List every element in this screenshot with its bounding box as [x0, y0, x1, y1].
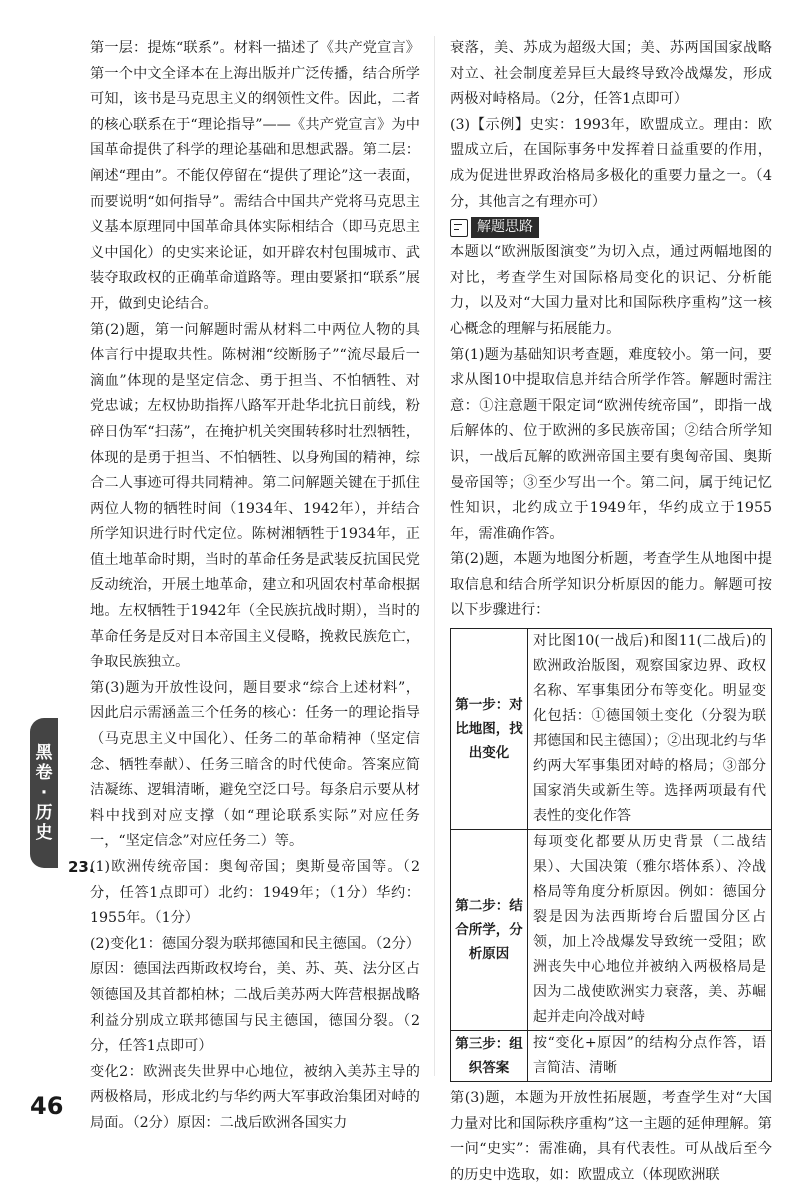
answer-part-3: 变化2：欧洲丧失世界中心地位，被纳入美苏主导的两极格局，形成北约与华约两大军事政治集团对峙的局面。（2分）原因：二战后欧洲各国实力 — [90, 1063, 420, 1131]
step-body: 每项变化都要从历史背景（二战结果）、大国决策（雅尔塔体系）、冷战格局等角度分析原因。例如：德国分裂是因为法西斯垮台后盟国分区占领，加上冷战爆发导致统一受阻；欧洲丧失中心地位并被纳入两极格局是因为二战使欧洲实力衰落，美、苏崛起并走向冷战对峙 — [528, 830, 772, 1031]
answer-part-2: (2)变化1：德国分裂为联邦德国和民主德国。（2分）原因：德国法西斯政权垮台，美、苏、英、法分区占领德国及其首都柏林；二战后美苏两大阵营根据战略利益分别成立联邦德国与民主德国，德国分裂。（2分，任答1点即可） — [90, 935, 420, 1055]
right-paragraph-5: 第(2)题，本题为地图分析题，考查学生从地图中提取信息和结合所学知识分析原因的能力。解题可按以下步骤进行： — [450, 551, 772, 619]
step-title: 第一步：对比地图，找出变化 — [451, 629, 528, 830]
left-paragraph-2: 第(2)题，第一问解题时需从材料二中两位人物的具体言行中提取共性。陈树湘“绞断肠子”“流尽最后一滴血”体现的是坚定信念、勇于担当、不怕牺牲、对党忠诚；左权协助指挥八路军开赴华北抗日前线，粉碎日伪军“扫荡”，在掩护机关突围转移时壮烈牺牲，体现的是勇于担当、不怕牺牲、以身殉国的精神，综合二人事迹可得共同精神。第二问解题关键在于抓住两位人物的牺牲时间（1934年、1942年），并结合所学知识进行时代定位。陈树湘牺牲于1934年，正值土地革命时期，当时的革命任务是武装反抗国民党反动统治，开展土地革命，建立和巩固农村革命根据地。左权牺牲于1942年（全民族抗战时期），当时的革命任务是反对日本帝国主义侵略，挽救民族危亡，争取民族独立。 — [90, 321, 420, 671]
steps-table — [450, 628, 772, 1082]
answer-part-1: (1)欧洲传统帝国：奥匈帝国；奥斯曼帝国等。（2分，任答1点即可）北约：1949年；（1分）华约：1955年。（1分） — [90, 859, 420, 927]
step-body: 按“变化+原因”的结构分点作答，语言简洁、清晰 — [528, 1031, 772, 1082]
right-paragraph-4: 第(1)题为基础知识考查题，难度较小。第一问，要求从图10中提取信息并结合所学作答。解题时需注意：①注意题干限定词“欧洲传统帝国”，即指一战后解体的、位于欧洲的多民族帝国；②结合所学知识，一战后瓦解的欧洲帝国主要有奥匈帝国、奥斯曼帝国等；③至少写出一个。第二问，属于纯记忆性知识，北约成立于1949年，华约成立于1955年，需准确作答。 — [450, 346, 772, 542]
question-number: 23. — [68, 858, 95, 876]
right-column — [450, 36, 772, 1188]
left-column — [68, 36, 420, 1137]
left-paragraph-3: 第(3)题为开放性设问，题目要求“综合上述材料”，因此启示需涵盖三个任务的核心：任务一的理论指导（马克思主义中国化）、任务二的革命精神（坚定信念、牺牲奉献）、任务三暗含的时代使命。答案应简洁凝练、逻辑清晰，避免空泛口号。每条启示要从材料中找到对应支撑（如“理论联系实际”对应任务一，“坚定信念”对应任务二）等。 — [90, 679, 420, 850]
step-body: 对比图10(一战后)和图11(二战后)的欧洲政治版图，观察国家边界、政权名称、军事集团分布等变化。明显变化包括：①德国领土变化（分裂为联邦德国和民主德国）；②出现北约与华约两大军事集团对峙的格局；③部分国家消失或新生等。选择两项最有代表性的变化作答 — [528, 629, 772, 830]
notepad-icon — [450, 219, 468, 237]
table-row — [451, 830, 772, 1031]
side-tab-char: 黑 — [35, 743, 53, 763]
table-row — [451, 629, 772, 830]
side-tab-char: 历 — [35, 803, 53, 823]
side-tab-char: 卷 — [35, 763, 53, 783]
step-title: 第二步：结合所学，分析原因 — [451, 830, 528, 1031]
right-paragraph-6: 第(3)题，本题为开放性拓展题，考查学生对“大国力量对比和国际秩序重构”这一主题的延伸理解。第一问“史实”：需准确，具有代表性。可从战后至今的历史中选取，如：欧盟成立（体现欧洲联 — [450, 1090, 772, 1183]
step-title: 第三步：组织答案 — [451, 1031, 528, 1082]
left-paragraph-1: 第一层：提炼“联系”。材料一描述了《共产党宣言》第一个中文全译本在上海出版并广泛传播，结合所学可知，该书是马克思主义的纲领性文件。因此，二者的核心联系在于“理论指导”——《共产党宣言》为中国革命提供了科学的理论基础和思想武器。第二层：阐述“理由”。不能仅停留在“提供了理论”这一表面，而要说明“如何指导”。需结合中国共产党将马克思主义基本原理同中国革命具体实际相结合（即马克思主义中国化）的史实来论证，如开辟农村包围城市、武装夺取政权的正确革命道路等。理由要紧扣“联系”展开，做到史论结合。 — [90, 40, 420, 312]
question-23-answer — [68, 855, 420, 1137]
right-paragraph-1: 衰落，美、苏成为超级大国；美、苏两国国家战略对立、社会制度差异巨大最终导致冷战爆发，形成两极对峙格局。（2分，任答1点即可） — [450, 40, 772, 108]
table-row — [451, 1031, 772, 1082]
right-paragraph-3: 本题以“欧洲版图演变”为切入点，通过两幅地图的对比，考查学生对国际格局变化的识记、分析能力，以及对“大国力量对比和国际秩序重构”这一核心概念的理解与拓展能力。 — [450, 244, 772, 337]
solution-heading-label: 解题思路 — [471, 217, 539, 238]
side-tab-char: · — [40, 783, 48, 803]
side-tab — [30, 718, 58, 868]
solution-heading — [450, 217, 772, 238]
column-divider — [434, 36, 435, 1076]
side-tab-char: 史 — [35, 823, 53, 843]
right-paragraph-2: (3)【示例】史实：1993年，欧盟成立。理由：欧盟成立后，在国际事务中发挥着日益重要的作用，成为促进世界政治格局多极化的重要力量之一。（4分，其他言之有理亦可） — [450, 116, 772, 210]
page-number: 46 — [30, 1092, 64, 1120]
